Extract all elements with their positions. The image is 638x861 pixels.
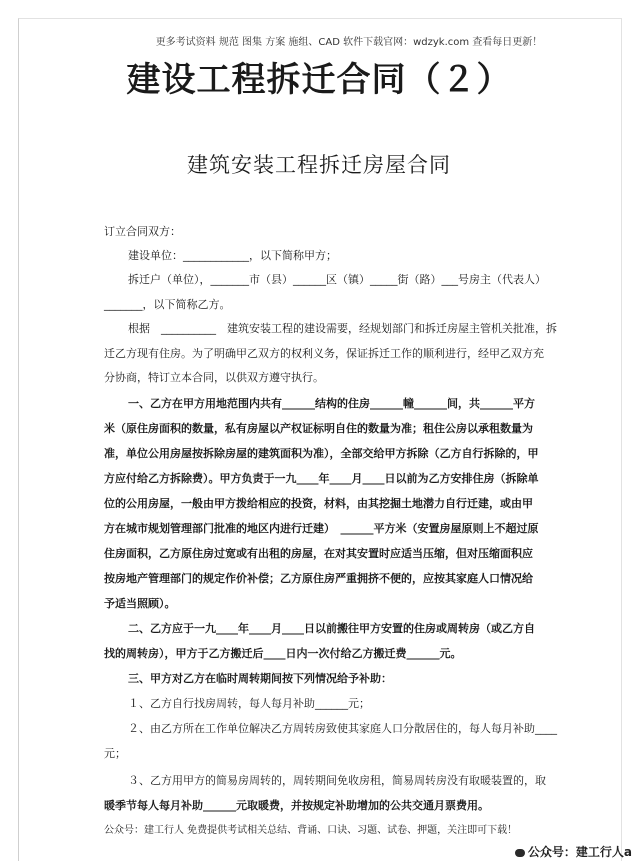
- body-line: 找的周转房），甲方于乙方搬迁后____日内一次付给乙方搬迁费______元。: [104, 647, 462, 660]
- wechat-icon: [515, 849, 525, 857]
- body-line: 迁乙方现有住房。为了明确甲乙双方的权利义务，保证拆迁工作的顺利进行，经甲乙双方充: [104, 347, 544, 360]
- footer-note: 公众号：建工行人 免费提供考试相关总结、背诵、口诀、习题、试卷、押题，关注即可下载！: [104, 825, 518, 836]
- body-line: 米（原住房面积的数量，私有房屋以产权证标明自住的数量为准；租住公房以承租数量为: [104, 422, 533, 435]
- body-line: 二、乙方应于一九____年____月____日以前搬往甲方安置的住房或周转房（或乙方自: [128, 622, 535, 635]
- body-line: 元；: [104, 747, 126, 760]
- document-subtitle: 建筑安装工程拆迁房屋合同: [187, 153, 451, 177]
- body-line: ２、由乙方所在工作单位解决乙方周转房致使其家庭人口分散居住的，每人每月补助____: [128, 722, 557, 735]
- body-line: 准，单位公用房屋按拆除房屋的建筑面积为准），全部交给甲方拆除（乙方自行拆除的，甲: [104, 447, 539, 460]
- body-line: 暖季节每人每月补助______元取暖费，并按规定补助增加的公共交通月票费用。: [104, 799, 489, 812]
- body-line: 分协商，特订立本合同，以供双方遵守执行。: [104, 371, 324, 384]
- body-line: 根据 __________ 建筑安装工程的建设需要，经规划部门和拆迁房屋主管机关批准，拆: [128, 322, 557, 335]
- body-line: 方在城市规划管理部门批准的地区内进行迁建） ______平方米（安置房屋原则上不超过原: [104, 522, 539, 535]
- header-note: 更多考试资料 规范 图集 方案 施组、CAD 软件下载官网：wdzyk.com 查看每日更新！: [155, 37, 543, 48]
- body-line: 订立合同双方：: [104, 225, 181, 238]
- body-line: 三、甲方对乙方在临时周转期间按下列情况给予补助：: [128, 672, 392, 685]
- body-line: 建设单位：____________，以下简称甲方；: [128, 249, 337, 262]
- body-line: _______，以下简称乙方。: [104, 298, 231, 311]
- body-line: 位的公用房屋，一般由甲方拨给相应的投资，材料，由其挖掘土地潜力自行迁建，或由甲: [104, 497, 533, 510]
- body-line: 方应付给乙方拆除费）。甲方负责于一九____年____月____日以前为乙方安排住房（拆除单: [104, 472, 539, 485]
- body-line: １、乙方自行找房周转，每人每月补助______元；: [128, 697, 370, 710]
- body-line: 一、乙方在甲方用地范围内共有______结构的住房______幢______间，共______平方: [128, 397, 535, 410]
- body-line: 拆迁户（单位），_______市（县）______区（镇）_____街（路）___号房主（代表人）: [128, 273, 546, 286]
- body-line: 予适当照顾）。: [104, 597, 176, 610]
- body-line: 按房地产管理部门的规定作价补偿；乙方原住房严重拥挤不便的，应按其家庭人口情况给: [104, 572, 533, 585]
- wechat-badge: [515, 843, 632, 860]
- body-line: 住房面积，乙方原住房过宽或有出租的房屋，在对其安置时应适当压缩，但对压缩面积应: [104, 547, 533, 560]
- document-title: 建设工程拆迁合同（２）: [126, 60, 512, 100]
- body-line: ３、乙方用甲方的简易房周转的，周转期间免收房租，简易周转房没有取暖装置的，取: [128, 774, 546, 787]
- wechat-badge-label: 公众号：建工行人a: [527, 845, 632, 859]
